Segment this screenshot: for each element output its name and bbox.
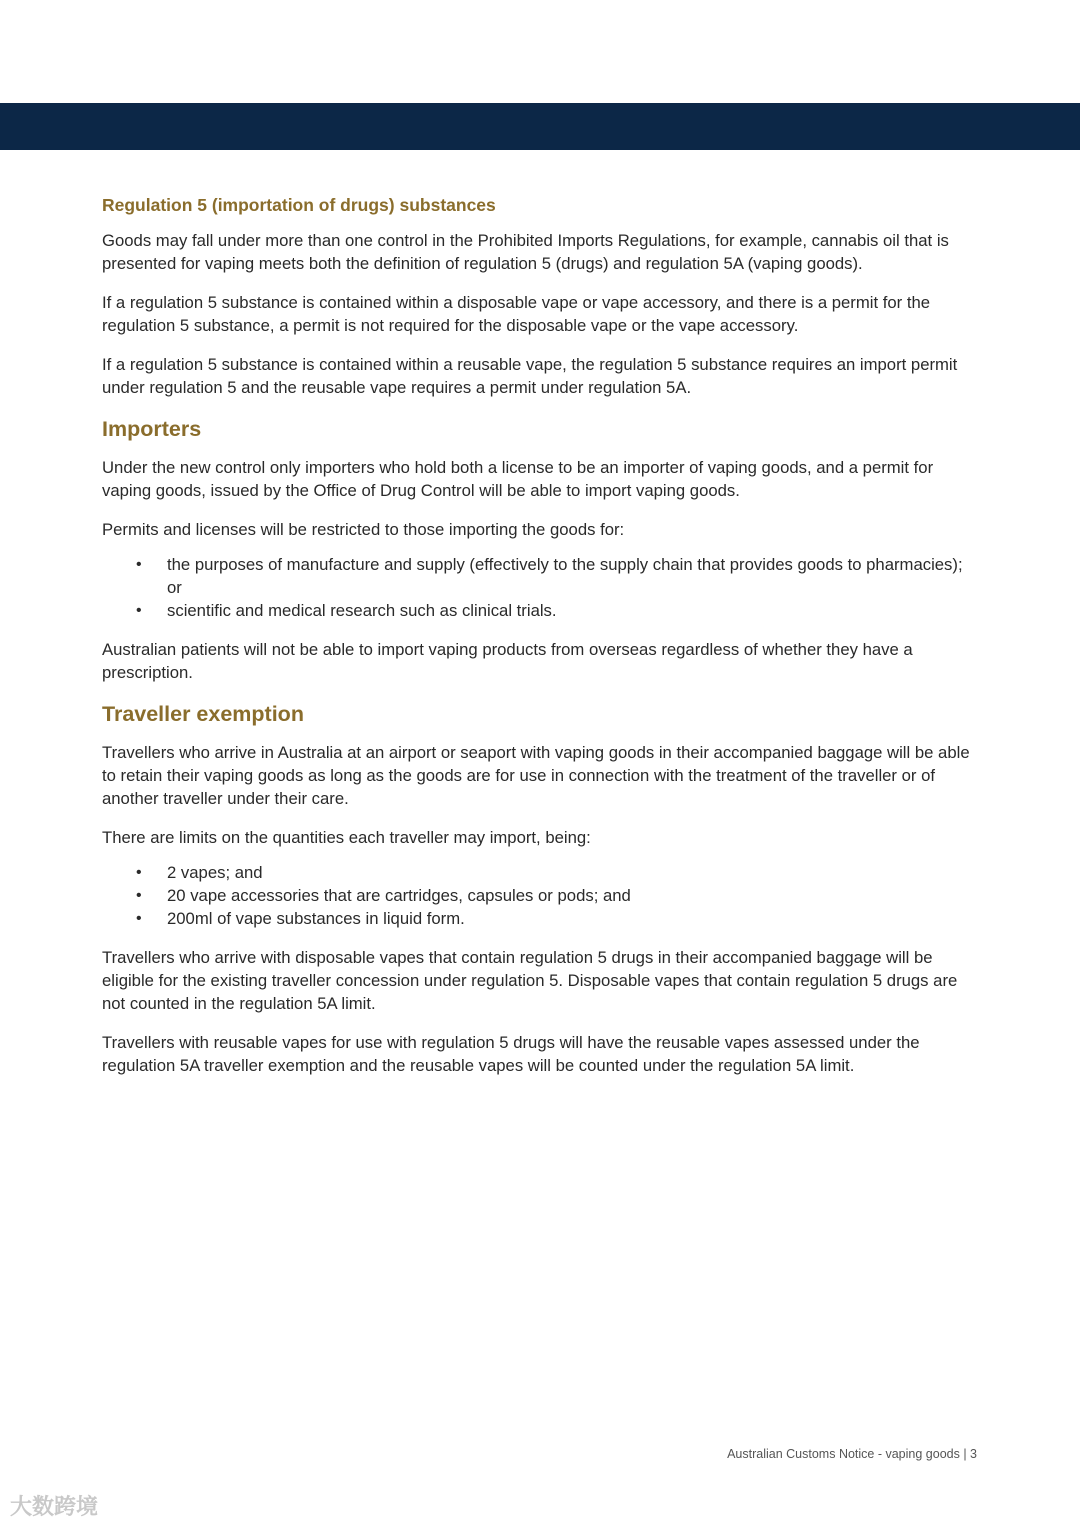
document-body xyxy=(102,194,982,1093)
page-footer: Australian Customs Notice - vaping goods | 3 xyxy=(727,1447,977,1461)
bullet-icon: • xyxy=(136,864,142,881)
importers-list-intro: Permits and licenses will be restricted to those importing the goods for: xyxy=(102,520,625,539)
traveller-exemption-heading: Traveller exemption xyxy=(102,702,304,726)
regulation-5-paragraph-2: If a regulation 5 substance is contained within a disposable vape or vape accessory, and there is a permit for the regulation 5 substance, a permit is not required for the disposable vape or the vape accessory. xyxy=(102,293,931,335)
importers-intro: Under the new control only importers who hold both a license to be an importer of vaping goods, and a permit for vaping goods, issued by the Office of Drug Control will be able to import vaping goods. xyxy=(102,458,934,500)
traveller-intro: Travellers who arrive in Australia at an airport or seaport with vaping goods in their accompanied baggage will be able to retain their vaping goods as long as the goods are for use in connection with the treatment of the traveller or of another traveller under their care. xyxy=(102,743,970,808)
list-item-text: the purposes of manufacture and supply (effectively to the supply chain that provides goods to pharmacies); or xyxy=(167,555,963,597)
regulation-5-paragraph-3: If a regulation 5 substance is contained within a reusable vape, the regulation 5 substance requires an import permit under regulation 5 and the reusable vape requires a permit under regulation 5A. xyxy=(102,355,958,397)
watermark-logo: 大数跨境 xyxy=(10,1494,99,1519)
list-item xyxy=(102,884,982,907)
importers-heading: Importers xyxy=(102,417,202,441)
list-item-text: 2 vapes; and xyxy=(167,863,263,882)
bullet-icon: • xyxy=(136,602,142,619)
traveller-list-intro: There are limits on the quantities each traveller may import, being: xyxy=(102,828,591,847)
regulation-5-paragraph-1: Goods may fall under more than one control in the Prohibited Imports Regulations, for example, cannabis oil that is presented for vaping meets both the definition of regulation 5 (drugs) and regulation 5A (vaping goods). xyxy=(102,231,949,273)
importers-list xyxy=(102,553,982,622)
bullet-icon: • xyxy=(136,910,142,927)
traveller-paragraph-2: Travellers with reusable vapes for use with regulation 5 drugs will have the reusable vapes assessed under the regulation 5A traveller exemption and the reusable vapes will be counted under the regulation 5A limit. xyxy=(102,1033,920,1075)
bullet-icon: • xyxy=(136,887,142,904)
list-item xyxy=(102,861,982,884)
importers-closing: Australian patients will not be able to import vaping products from overseas regardless of whether they have a prescription. xyxy=(102,640,913,682)
header-band xyxy=(0,103,1080,150)
traveller-paragraph-1: Travellers who arrive with disposable vapes that contain regulation 5 drugs in their accompanied baggage will be eligible for the existing traveller concession under regulation 5. Disposable vapes that contain regulation 5 drugs are not counted in the regulation 5A limit. xyxy=(102,948,958,1013)
list-item-text: 20 vape accessories that are cartridges, capsules or pods; and xyxy=(167,886,631,905)
list-item xyxy=(102,907,982,930)
list-item xyxy=(102,599,982,622)
bullet-icon: • xyxy=(136,556,142,573)
list-item xyxy=(102,553,982,599)
traveller-limits-list xyxy=(102,861,982,930)
list-item-text: 200ml of vape substances in liquid form. xyxy=(167,909,465,928)
list-item-text: scientific and medical research such as clinical trials. xyxy=(167,601,557,620)
regulation-5-heading: Regulation 5 (importation of drugs) substances xyxy=(102,195,496,215)
